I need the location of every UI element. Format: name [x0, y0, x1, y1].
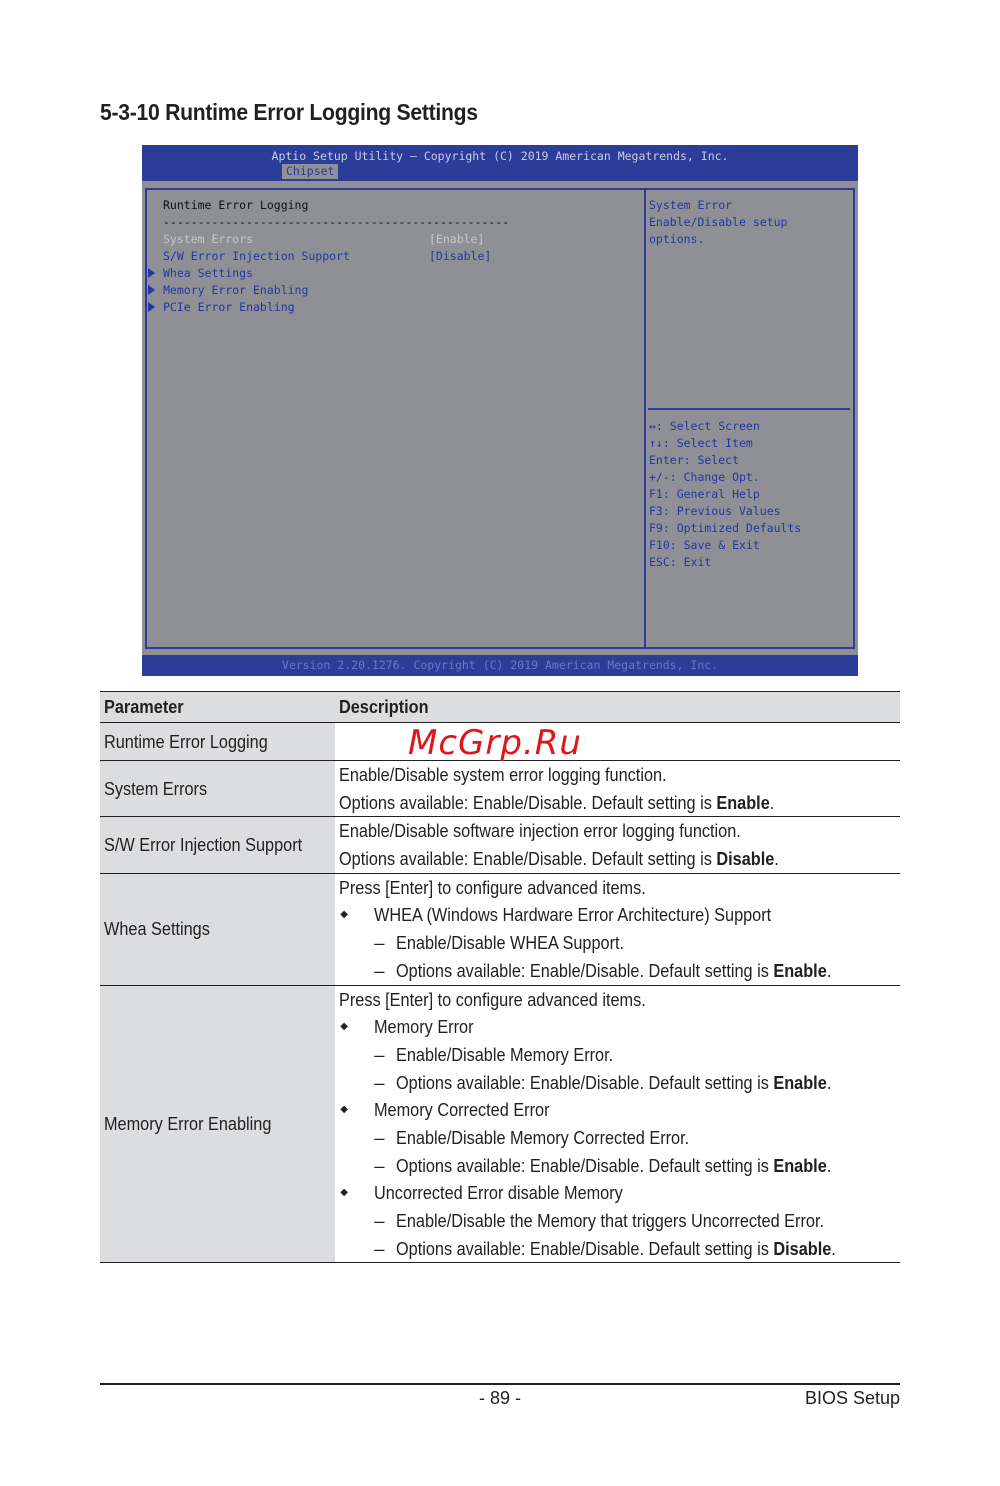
param-cell: System Errors: [100, 761, 335, 817]
desc-cell: Enable/Disable software injection error logging function. Options available: Enable/Disable. Default setting is Disable.: [335, 817, 900, 873]
footer-rule: [100, 1383, 900, 1385]
bios-menu-title: Runtime Error Logging: [163, 198, 309, 212]
bios-help-text: System Error: [649, 198, 733, 212]
param-cell: Runtime Error Logging: [100, 723, 335, 761]
bios-key-hint: F3: Previous Values: [649, 504, 781, 518]
bios-key-hint: Enter: Select: [649, 453, 740, 467]
desc-cell: Enable/Disable system error logging function. Options available: Enable/Disable. Default setting is Enable.: [335, 761, 900, 817]
bios-item-system-errors[interactable]: System Errors: [163, 232, 254, 246]
desc-cell: Press [Enter] to configure advanced items. ◆ Memory Error – Enable/Disable Memory Error. – Options available: Enable/Disable. Default setting is Enable. ◆ Memory Corrected Error – Enable/Disable Memory Corrected Error. – Options available: Enable/Disable. Default setting is Enable. ◆ Uncorrected Error disable Memory – Enable/Disable the Memory that triggers Uncorrected Error. – Options available: Enable/Disable. Default setting is Disable.: [335, 985, 900, 1263]
bios-screenshot: [142, 145, 858, 676]
parameter-table: [100, 691, 900, 1263]
bios-key-hint: F9: Optimized Defaults: [649, 521, 802, 535]
bios-separator: --------------------------------------------------: [163, 215, 510, 229]
submenu-arrow-icon: [148, 285, 155, 295]
bios-help-text: Enable/Disable setup: [649, 215, 788, 229]
bios-footer-bar: [142, 655, 858, 676]
bios-version-text: Version 2.20.1276. Copyright (C) 2019 American Megatrends, Inc.: [281, 658, 719, 672]
bios-key-hint: ↑↓: Select Item: [649, 436, 753, 450]
param-cell: Whea Settings: [100, 873, 335, 985]
bios-item-memory-error-enabling[interactable]: Memory Error Enabling: [163, 283, 309, 297]
table-header-row: [100, 692, 900, 723]
section-title: 5-3-10 Runtime Error Logging Settings: [100, 99, 478, 125]
bios-help-text: options.: [649, 232, 705, 246]
bios-item-whea-settings[interactable]: Whea Settings: [163, 266, 254, 280]
bios-key-hint: ↔: Select Screen: [649, 419, 760, 433]
tab-chipset[interactable]: Chipset: [282, 164, 338, 179]
page-number: - 89 -: [478, 1388, 521, 1408]
bios-help-divider: [648, 408, 850, 410]
submenu-arrow-icon: [148, 268, 155, 278]
table-row: [100, 873, 900, 985]
column-header-parameter: Parameter: [100, 692, 335, 723]
table-row: [100, 817, 900, 873]
bios-item-sw-error-injection[interactable]: S/W Error Injection Support: [163, 249, 350, 263]
param-cell: S/W Error Injection Support: [100, 817, 335, 873]
desc-cell: Press [Enter] to configure advanced items. ◆ WHEA (Windows Hardware Error Architecture) Support – Enable/Disable WHEA Support. – Options available: Enable/Disable. Default setting is Enable.: [335, 873, 900, 985]
bios-key-hint: F10: Save & Exit: [649, 538, 760, 552]
bios-header-text: Aptio Setup Utility – Copyright (C) 2019 American Megatrends, Inc.: [271, 149, 729, 163]
footer-section-name: BIOS Setup: [804, 1388, 900, 1408]
param-cell: Memory Error Enabling: [100, 985, 335, 1263]
bios-item-pcie-error-enabling[interactable]: PCIe Error Enabling: [163, 300, 295, 314]
table-row: [100, 985, 900, 1263]
bios-key-hint: ESC: Exit: [649, 555, 712, 569]
bios-header-bar: [142, 145, 858, 181]
submenu-arrow-icon: [148, 302, 155, 312]
bios-value-system-errors[interactable]: [Enable]: [429, 232, 485, 246]
bios-value-sw-error-injection[interactable]: [Disable]: [429, 249, 492, 263]
bios-key-hint: +/-: Change Opt.: [649, 470, 760, 484]
table-row: [100, 761, 900, 817]
bios-key-hint: F1: General Help: [649, 487, 760, 501]
column-header-description: Description: [335, 692, 900, 723]
bios-divider: [644, 188, 646, 649]
watermark: McGrp.Ru: [408, 723, 582, 763]
